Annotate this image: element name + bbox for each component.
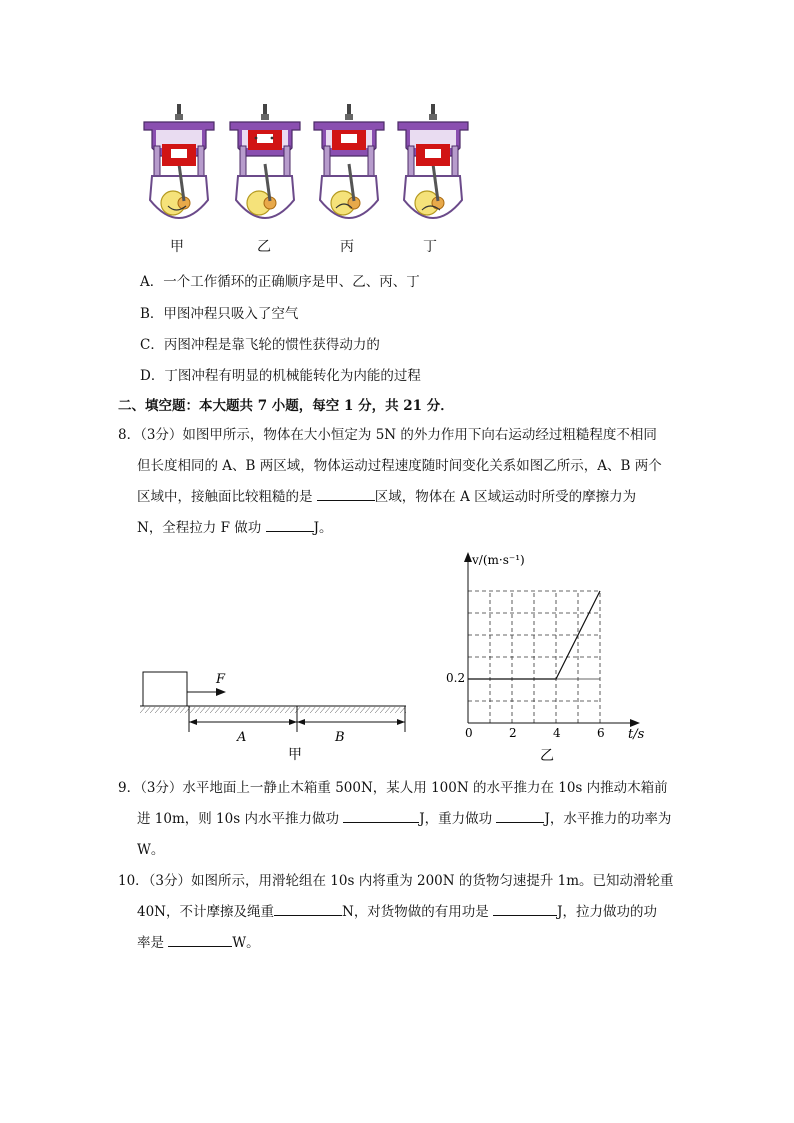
q10-line-1: 10．（3分）如图所示，用滑轮组在 10s 内将重为 200N 的货物匀速提升 1m。已知动滑轮重 [118, 873, 674, 889]
q10-blank-3[interactable] [168, 932, 232, 947]
q7-option-c: C．丙图冲程是靠飞轮的惯性获得动力的 [140, 337, 380, 353]
figure-jia [136, 664, 416, 764]
q9-line-3: W。 [137, 842, 165, 858]
question-8 [118, 420, 678, 544]
q8-line-4: N，全程拉力 F 做功 J。 [118, 513, 678, 544]
x-tick-label-6: 6 [597, 726, 605, 740]
q9-blank-2[interactable] [496, 808, 544, 823]
x-tick-label-2: 2 [509, 726, 517, 740]
q7-option-a: A．一个工作循环的正确顺序是甲、乙、丙、丁 [140, 274, 420, 290]
q10-line-3: 率是 W。 [118, 928, 678, 959]
q9-line-1: 9．（3分）水平地面上一静止木箱重 500N，某人用 100N 的水平推力在 10s 内推动木箱前 [118, 780, 668, 796]
engine-strokes-figure [140, 100, 475, 232]
block [143, 672, 187, 706]
figure-jia-caption: 甲 [288, 747, 302, 763]
q7-option-b: B．甲图冲程只吸入了空气 [140, 306, 299, 322]
q8-blank-3[interactable] [266, 517, 314, 532]
x-axis-label: t/s [628, 727, 645, 742]
surface-hatching [140, 707, 406, 713]
question-10 [118, 866, 678, 959]
engine-label-ding: 丁 [423, 239, 437, 255]
engine-label-jia: 甲 [170, 239, 184, 255]
engine-label-yi: 乙 [257, 239, 271, 255]
q10-blank-1[interactable] [274, 901, 342, 916]
x-tick-label-4: 4 [553, 726, 561, 740]
x-tick-label-0: 0 [465, 726, 473, 740]
force-label: F [216, 672, 226, 687]
region-b-label: B [335, 730, 345, 745]
figure-yi-caption: 乙 [540, 748, 554, 764]
q9-blank-1[interactable] [343, 808, 419, 823]
q8-blank-1[interactable] [317, 486, 375, 501]
q8-line-3: 区域中，接触面比较粗糙的是 区域，物体在 A 区域运动时所受的摩擦力为 [118, 482, 678, 513]
question-9 [118, 773, 678, 866]
y-tick-label: 0.2 [446, 671, 466, 685]
q10-blank-2[interactable] [493, 901, 557, 916]
q7-option-d: D．丁图冲程有明显的机械能转化为内能的过程 [140, 368, 421, 384]
section-heading: 二、填空题：本大题共 7 小题，每空 1 分，共 21 分． [118, 398, 454, 414]
q8-line-1: 8．（3分）如图甲所示，物体在大小恒定为 5N 的外力作用下向右运动经过粗糙程度不相同 [118, 427, 657, 443]
y-axis-label: v/(m·s⁻¹) [472, 553, 525, 567]
q8-line-2: 但长度相同的 A、B 两区域，物体运动过程速度随时间变化关系如图乙所示，A、B 两个 [137, 458, 662, 474]
engine-label-bing: 丙 [340, 239, 354, 255]
q9-line-2: 进 10m，则 10s 内水平推力做功 J，重力做功 J，水平推力的功率为 [118, 804, 678, 835]
q10-line-2: 40N，不计摩擦及绳重 N，对货物做的有用功是 J，拉力做功的功 [118, 897, 678, 928]
figure-yi-vt-graph [440, 546, 660, 771]
graph-grid [468, 591, 600, 723]
region-a-label: A [237, 730, 247, 745]
